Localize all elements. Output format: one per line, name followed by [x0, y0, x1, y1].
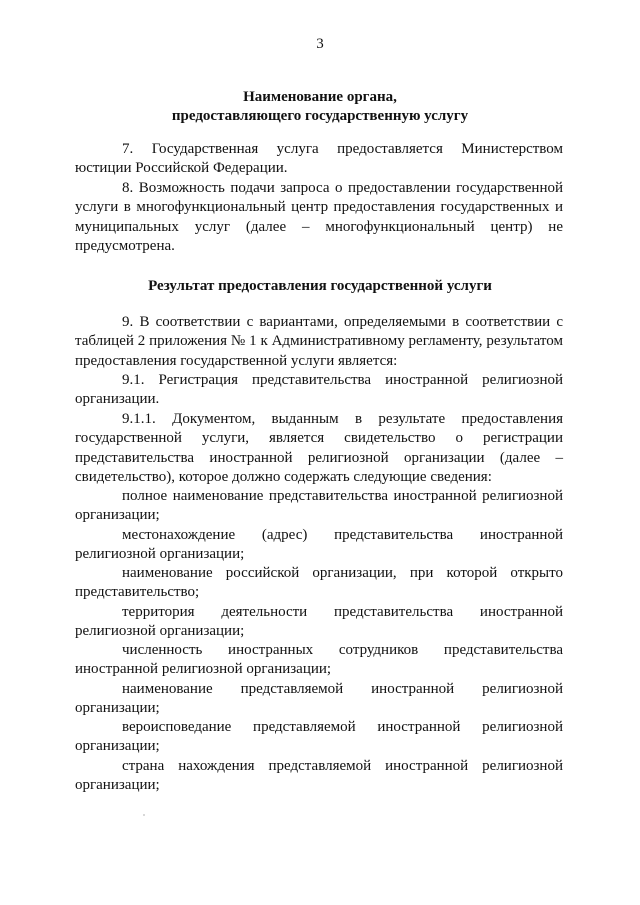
section-heading-authority: [75, 88, 565, 126]
paragraph-7: 7. Государственная услуга предоставляется Министерством юстиции Российской Федерации.: [75, 141, 563, 177]
section-heading-line-1: Наименование органа,: [243, 89, 397, 105]
list-item: численность иностранных сотрудников представительства иностранной религиозной организации;: [75, 642, 563, 678]
paragraph-8: 8. Возможность подачи запроса о предоставлении государственной услуги в многофункциональный центр предоставления государственных и муниципальных услуг (далее – многофункциональный центр) не предусмотрена.: [75, 180, 563, 254]
paragraph-9-1-1: 9.1.1. Документом, выданным в результате предоставления государственной услуги, является свидетельство о регистрации представительства иностранной религиозной организации (далее – свидетельство), которое должно содержать следующие сведения:: [75, 411, 563, 485]
section-heading-line-2: предоставляющего государственную услугу: [171, 108, 469, 124]
paragraph-9-1: 9.1. Регистрация представительства иностранной религиозной организации.: [75, 372, 563, 408]
list-item: вероисповедание представляемой иностранной религиозной организации;: [75, 719, 563, 755]
list-item: полное наименование представительства иностранной религиозной организации;: [75, 488, 563, 524]
section-heading-result: Результат предоставления государственной услуги: [148, 278, 492, 294]
paragraph-9: 9. В соответствии с вариантами, определяемыми в соответствии с таблицей 2 приложения № 1 к Административному регламенту, результатом предоставления государственной услуги является:: [75, 314, 563, 369]
list-item: наименование представляемой иностранной религиозной организации;: [75, 681, 563, 717]
list-item: наименование российской организации, при которой открыто представительство;: [75, 565, 563, 601]
list-item: страна нахождения представляемой иностранной религиозной организации;: [75, 758, 563, 794]
scan-speck: [143, 814, 145, 816]
page-number: 3: [316, 36, 324, 52]
list-item: местонахождение (адрес) представительства иностранной религиозной организации;: [75, 527, 563, 563]
list-item: территория деятельности представительства иностранной религиозной организации;: [75, 604, 563, 640]
